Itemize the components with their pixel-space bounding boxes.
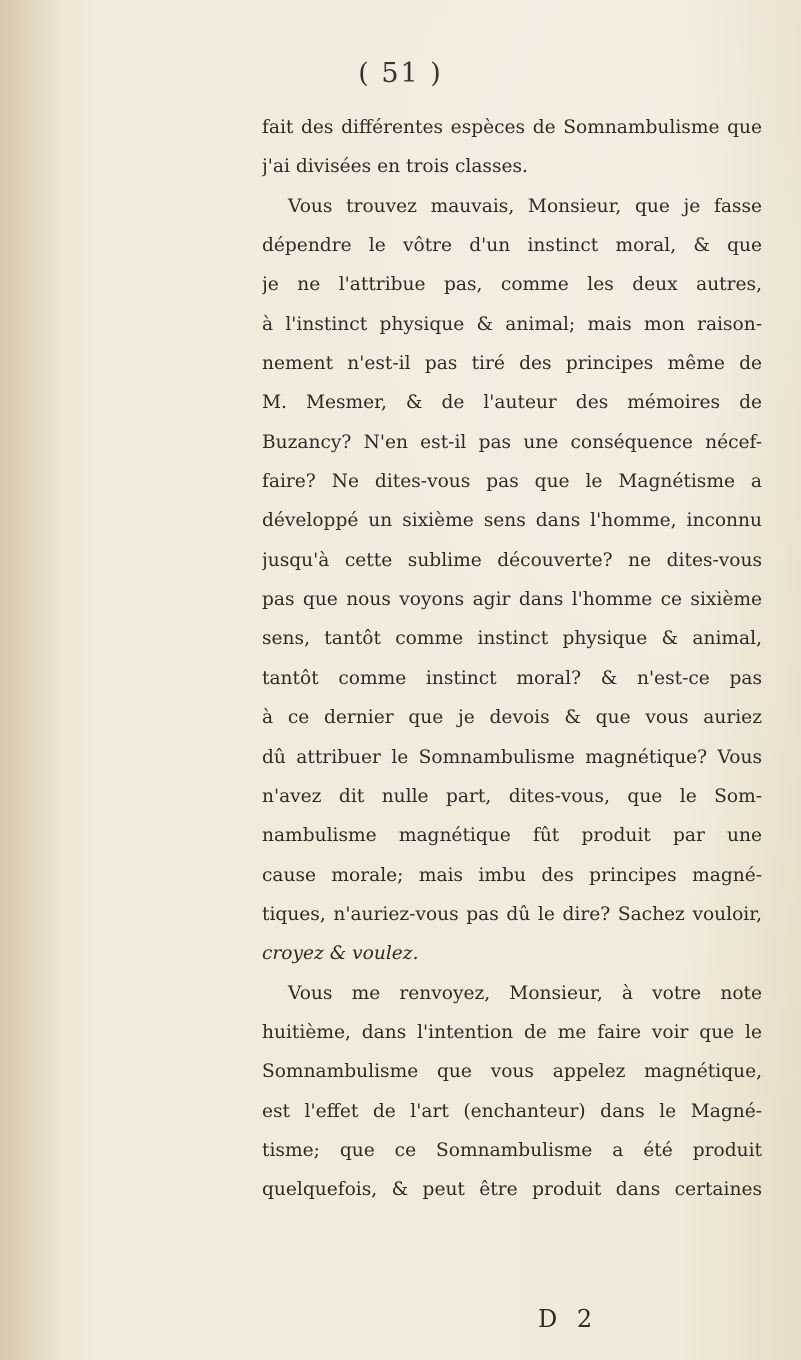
text-line: jusqu'à cette sublime découverte? ne dites-vous [262, 549, 762, 571]
text-line: faire? Ne dites-vous pas que le Magnétisme a [262, 471, 762, 493]
text-line: dû attribuer le Somnambulisme magnétique? Vous [262, 746, 762, 768]
text-line: nement n'est-il pas tiré des principes même de [262, 353, 762, 375]
page-number: ( 51 ) [358, 58, 443, 89]
text-line: pas que nous voyons agir dans l'homme ce sixième [262, 589, 762, 611]
text-line: nambulisme magnétique fût produit par une [262, 825, 762, 847]
text-line: j'ai divisées en trois classes. [262, 156, 528, 178]
text-line: M. Mesmer, & de l'auteur des mémoires de [262, 392, 762, 414]
text-line: croyez & voulez. [262, 943, 419, 965]
text-line: Somnambulisme que vous appelez magnétique, [262, 1061, 762, 1083]
text-line: Vous me renvoyez, Monsieur, à votre note [288, 982, 762, 1004]
text-line: Buzancy? N'en est-il pas une conséquence nécef- [262, 431, 762, 453]
text-line: je ne l'attribue pas, comme les deux autres, [262, 274, 762, 296]
page-gutter-shadow [0, 0, 60, 1360]
text-line: n'avez dit nulle part, dites-vous, que le Som- [262, 785, 762, 807]
text-line: quelquefois, & peut être produit dans certaines [262, 1179, 762, 1201]
text-line: développé un sixième sens dans l'homme, inconnu [262, 510, 762, 532]
text-line: à l'instinct physique & animal; mais mon raison- [262, 313, 762, 335]
text-line: tisme; que ce Somnambulisme a été produit [262, 1139, 762, 1161]
text-line: Vous trouvez mauvais, Monsieur, que je fasse [288, 195, 762, 217]
text-line: huitième, dans l'intention de me faire voir que le [262, 1021, 762, 1043]
signature-mark: D 2 [538, 1305, 599, 1333]
text-line: tantôt comme instinct moral? & n'est-ce pas [262, 667, 762, 689]
text-line: à ce dernier que je devois & que vous auriez [262, 707, 762, 729]
text-line: fait des différentes espèces de Somnambulisme que [262, 117, 762, 138]
text-line: cause morale; mais imbu des principes magné- [262, 864, 762, 886]
text-line: tiques, n'auriez-vous pas dû le dire? Sachez vouloir, [262, 903, 762, 925]
body-text [262, 108, 762, 1210]
text-line: sens, tantôt comme instinct physique & animal, [262, 628, 762, 650]
text-line: dépendre le vôtre d'un instinct moral, & que [262, 235, 762, 257]
text-line: est l'effet de l'art (enchanteur) dans le Magné- [262, 1100, 762, 1122]
